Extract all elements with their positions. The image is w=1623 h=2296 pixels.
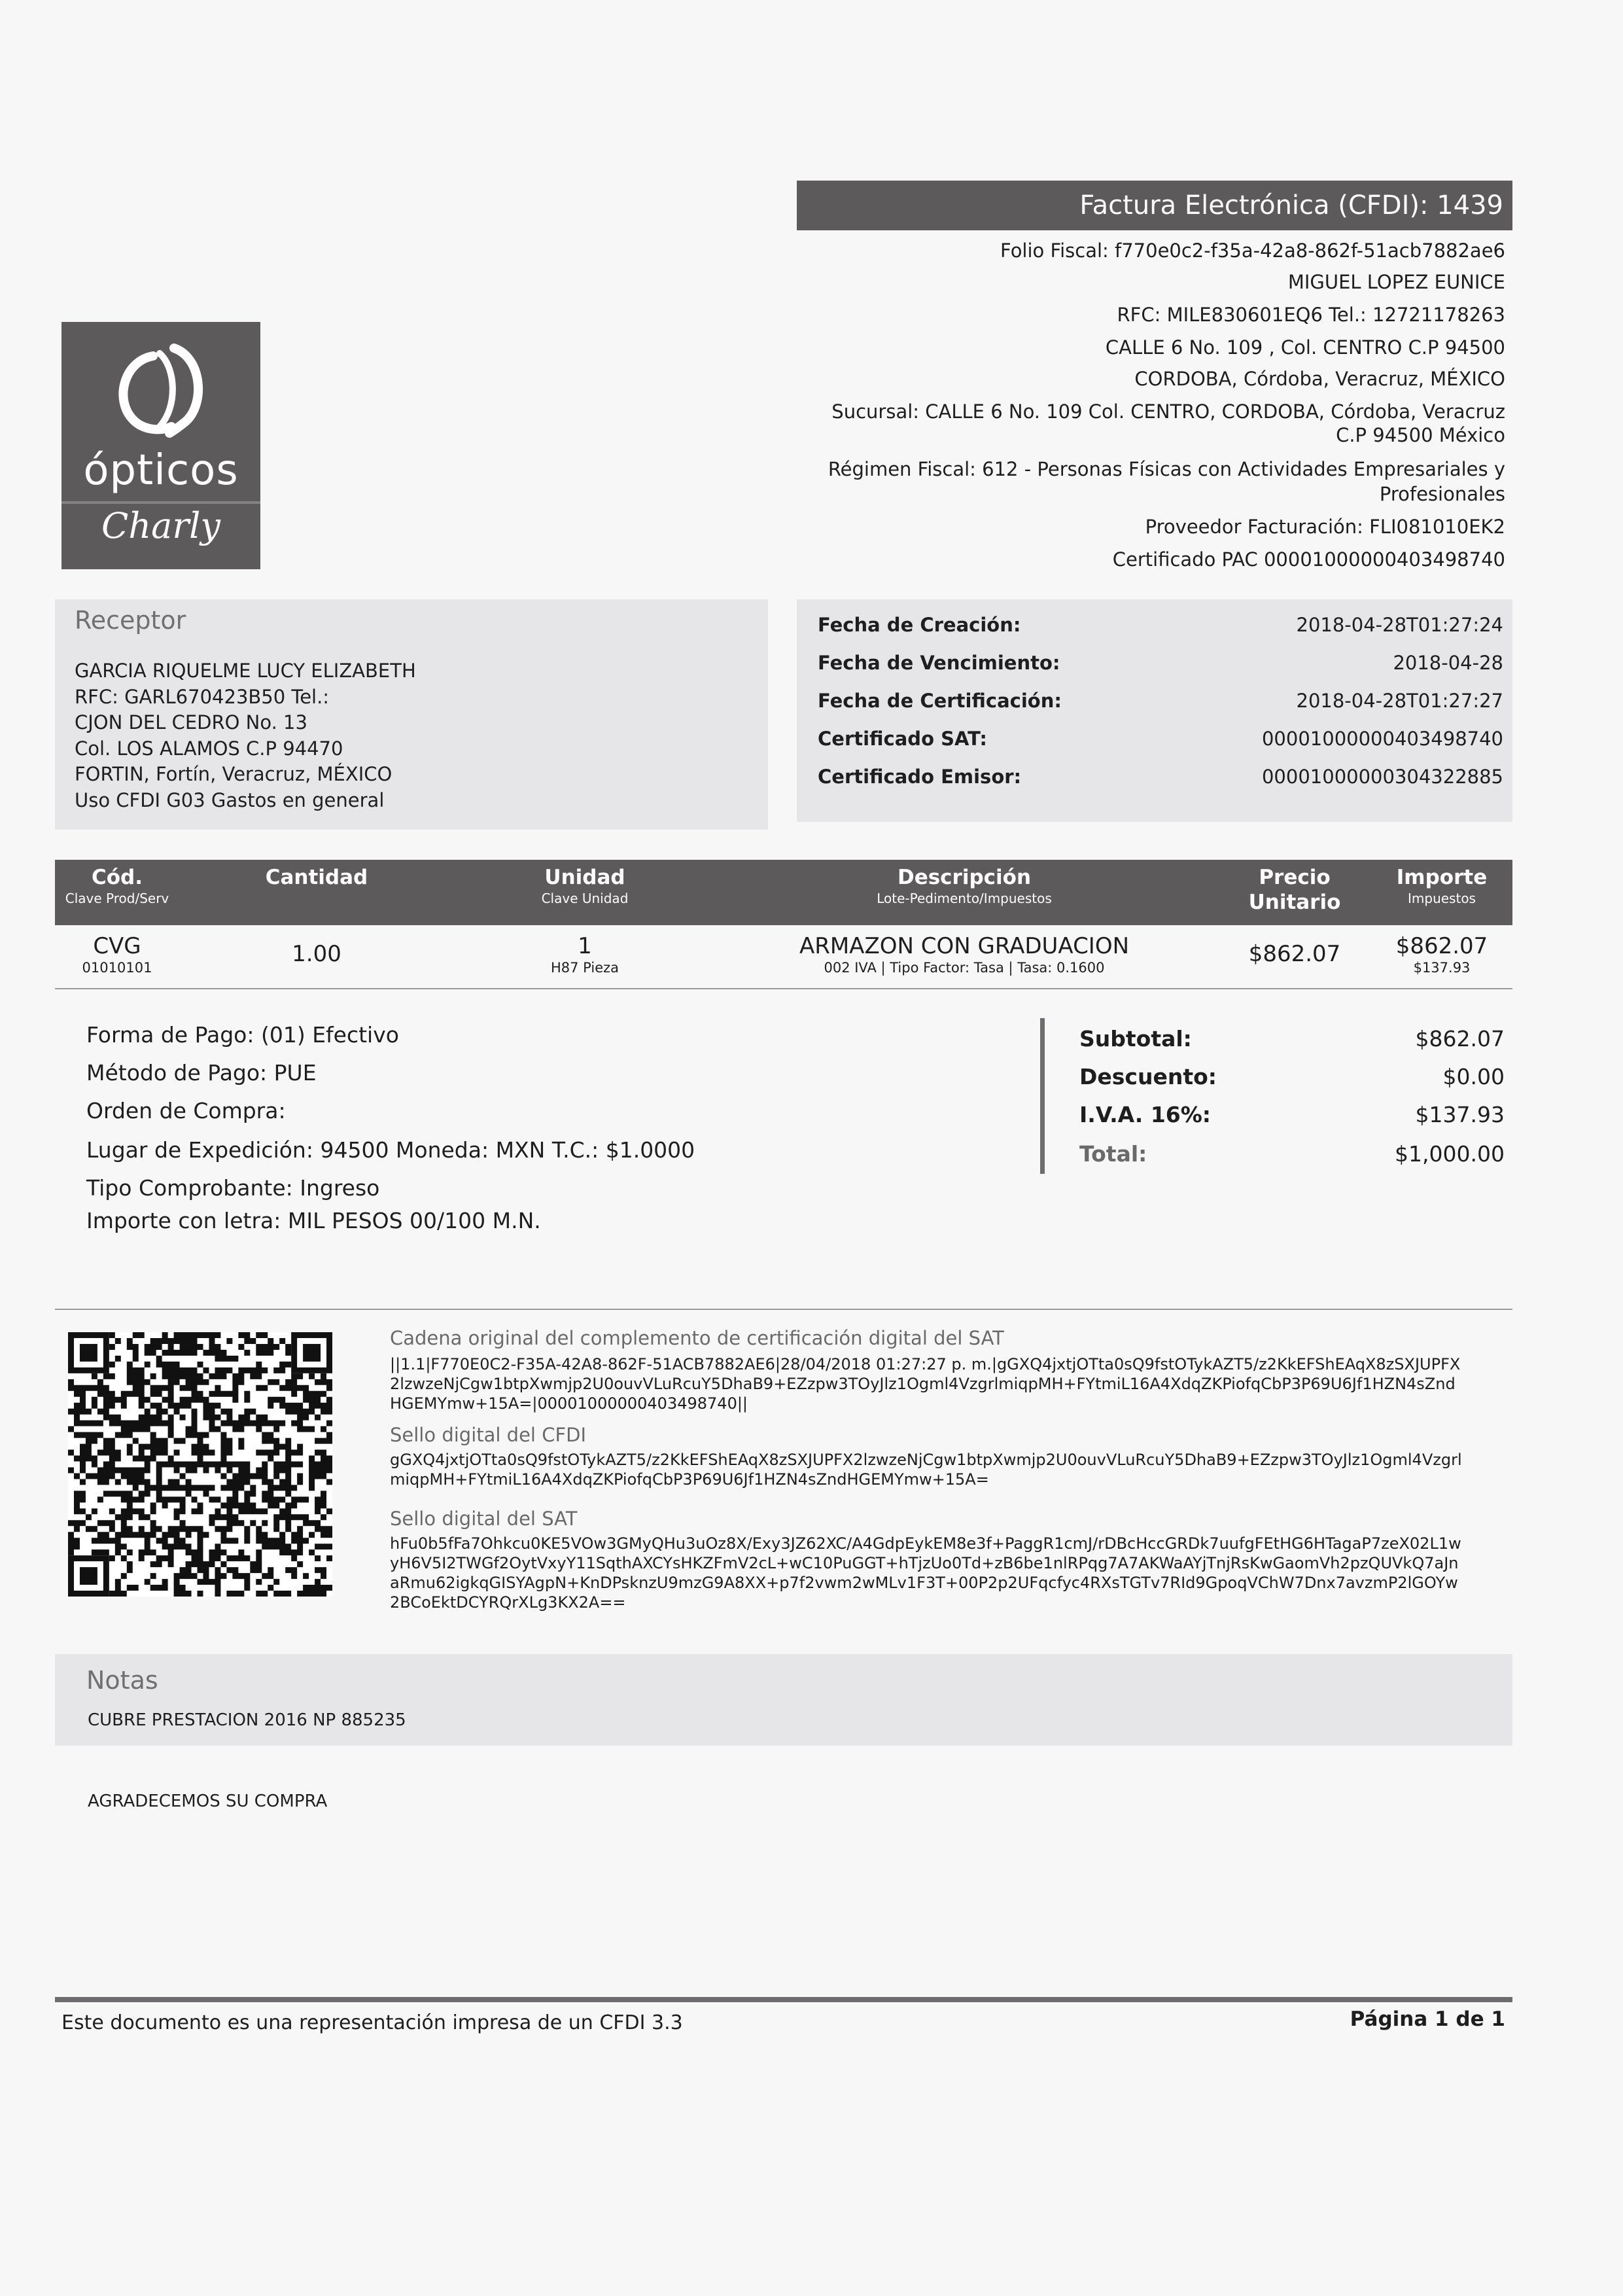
receptor-details [75, 658, 416, 813]
receptor-line: RFC: GARL670423B50 Tel.: [75, 685, 330, 708]
date-label: Certificado SAT: [818, 728, 987, 750]
issuer-sucursal-1: Sucursal: CALLE 6 No. 109 Col. CENTRO, CORDOBA, Córdoba, Veracruz [831, 400, 1505, 423]
cell-importe-value: $862.07 [1395, 933, 1488, 959]
col-unidad [461, 865, 709, 907]
total-label: I.V.A. 16%: [1079, 1102, 1211, 1127]
importe-con-letra: Importe con letra: MIL PESOS 00/100 M.N. [86, 1208, 541, 1233]
date-value: 00001000000304322885 [1261, 766, 1503, 788]
cell-descripcion-sub: 002 IVA | Tipo Factor: Tasa | Tasa: 0.1600 [824, 960, 1105, 976]
qr-code-icon [68, 1332, 332, 1597]
totals-accent-bar [1040, 1018, 1045, 1174]
folio-fiscal: Folio Fiscal: f770e0c2-f35a-42a8-862f-51acb7882ae6 [1000, 239, 1505, 262]
cell-importe [1383, 933, 1501, 976]
date-value: 2018-04-28 [1393, 652, 1503, 674]
forma-de-pago: Forma de Pago: (01) Efectivo [86, 1022, 399, 1048]
issuer-regimen-2: Profesionales [1379, 483, 1505, 505]
col-importe-label: Importe [1396, 866, 1488, 889]
col-descripcion-label: Descripción [897, 866, 1032, 889]
date-label: Fecha de Certificación: [818, 690, 1062, 712]
sello-cfdi-heading: Sello digital del CFDI [390, 1424, 587, 1446]
seals-divider [55, 1309, 1512, 1310]
cell-cod-value: CVG [93, 933, 141, 959]
total-row-iva [1079, 1102, 1505, 1127]
date-value: 2018-04-28T01:27:24 [1296, 614, 1503, 636]
date-row [818, 652, 1503, 674]
receptor-line: Col. LOS ALAMOS C.P 94470 [75, 737, 343, 760]
col-cantidad: Cantidad [265, 866, 368, 889]
date-value: 2018-04-28T01:27:27 [1296, 690, 1503, 712]
col-descripcion [722, 865, 1206, 907]
receptor-line: CJON DEL CEDRO No. 13 [75, 711, 307, 733]
cell-cod-sub: 01010101 [82, 960, 152, 976]
company-logo [61, 322, 260, 569]
logo-subtitle: Charly [101, 505, 220, 546]
date-row [818, 690, 1503, 712]
date-row [818, 614, 1503, 636]
date-label: Fecha de Creación: [818, 614, 1021, 636]
cell-importe-sub: $137.93 [1413, 960, 1471, 976]
date-label: Certificado Emisor: [818, 766, 1022, 788]
sello-cfdi-text: gGXQ4jxtjOTta0sQ9fstOTykAZT5/z2KkEFShEAqX8zSXJUPFX2lzwzeNjCgw1btpXwmjp2U0ouvVLuRcuY5DhaB9+EZzpw3TOyJlz1Ogml4VzgrlmiqpMH+FYtmiL16A4XdqZKPiofqCbP3P69U6Jf1HZN4sZndHGEMYmw+15A= [390, 1451, 1462, 1489]
date-row [818, 766, 1503, 788]
page-number: Página 1 de 1 [1350, 2007, 1505, 2031]
col-precio-label-2: Unitario [1248, 891, 1341, 914]
cadena-original-text: ||1.1|F770E0C2-F35A-42A8-862F-51ACB7882AE6|28/04/2018 01:27:27 p. m.|gGXQ4jxtjOTta0sQ9fstOTykAZT5/z2KkEFShEAqX8zSXJUPFX2lzwzeNjCgw1btpXwmjp2U0ouvVLuRcuY5DhaB9+EZzpw3TOyJlz1Ogml4VzgrlmiqpMH+FYtmiL16A4XdqZKPiofqCbP3P69U6Jf1HZN4sZndHGEMYmw+15A=|00001000000403498740|| [390, 1355, 1461, 1413]
notes-heading: Notas [86, 1666, 158, 1695]
issuer-rfc: RFC: MILE830601EQ6 Tel.: 12721178263 [1117, 304, 1505, 326]
total-row-total [1079, 1141, 1505, 1167]
cell-unidad-value: 1 [578, 933, 592, 959]
invoice-title: Factura Electrónica (CFDI): 1439 [797, 181, 1512, 230]
cell-cantidad: 1.00 [292, 941, 341, 967]
col-unidad-sub: Clave Unidad [541, 891, 629, 906]
tipo-comprobante: Tipo Comprobante: Ingreso [86, 1175, 380, 1201]
issuer-regimen-1: Régimen Fiscal: 612 - Personas Físicas con Actividades Empresariales y [828, 458, 1505, 480]
col-importe [1383, 865, 1501, 907]
logo-mark-icon [61, 322, 260, 446]
cell-unidad [461, 933, 709, 976]
receptor-line: Uso CFDI G03 Gastos en general [75, 788, 385, 811]
cell-precio: $862.07 [1248, 941, 1341, 967]
notes-panel [55, 1654, 1512, 1746]
date-label: Fecha de Vencimiento: [818, 652, 1060, 674]
total-label: Total: [1079, 1141, 1147, 1167]
total-value: $137.93 [1415, 1102, 1505, 1127]
table-divider [55, 988, 1512, 989]
col-unidad-label: Unidad [544, 866, 625, 889]
sello-sat-heading: Sello digital del SAT [390, 1508, 578, 1530]
issuer-name: MIGUEL LOPEZ EUNICE [1287, 271, 1505, 293]
footer-note: Este documento es una representación impresa de un CFDI 3.3 [61, 2011, 683, 2034]
col-precio-label: Precio [1259, 866, 1331, 889]
notes-text: CUBRE PRESTACION 2016 NP 885235 [88, 1710, 406, 1730]
cell-descripcion [722, 933, 1206, 976]
issuer-address-1: CALLE 6 No. 109 , Col. CENTRO C.P 94500 [1105, 336, 1505, 359]
cadena-original-heading: Cadena original del complemento de certificación digital del SAT [390, 1327, 1004, 1349]
receptor-panel [55, 599, 768, 830]
footer-rule [55, 1997, 1512, 2002]
items-table-header [55, 860, 1512, 925]
date-row [818, 728, 1503, 750]
issuer-certificado-pac: Certificado PAC 00001000000403498740 [1112, 548, 1505, 571]
total-value: $862.07 [1415, 1026, 1505, 1051]
orden-de-compra: Orden de Compra: [86, 1098, 286, 1123]
lugar-de-expedicion: Lugar de Expedición: 94500 Moneda: MXN T.C.: $1.0000 [86, 1137, 695, 1163]
col-cod [61, 865, 173, 907]
metodo-de-pago: Método de Pago: PUE [86, 1060, 317, 1086]
cell-unidad-sub: H87 Pieza [550, 960, 620, 976]
cell-cod [61, 933, 173, 976]
table-row [55, 928, 1512, 987]
col-cod-sub: Clave Prod/Serv [65, 891, 169, 906]
issuer-address-2: CORDOBA, Córdoba, Veracruz, MÉXICO [1134, 368, 1505, 390]
total-value: $0.00 [1442, 1064, 1505, 1089]
col-descripcion-sub: Lote-Pedimento/Impuestos [877, 891, 1052, 906]
issuer-proveedor: Proveedor Facturación: FLI081010EK2 [1145, 516, 1505, 538]
col-cod-label: Cód. [91, 866, 143, 889]
cell-descripcion-value: ARMAZON CON GRADUACION [799, 933, 1130, 959]
receptor-heading: Receptor [75, 606, 186, 635]
total-label: Descuento: [1079, 1064, 1217, 1089]
receptor-line: FORTIN, Fortín, Veracruz, MÉXICO [75, 763, 393, 785]
issuer-sucursal-2: C.P 94500 México [1336, 424, 1505, 446]
thanks-text: AGRADECEMOS SU COMPRA [88, 1792, 328, 1811]
total-value: $1,000.00 [1395, 1141, 1505, 1167]
dates-panel [797, 599, 1512, 822]
col-precio [1239, 865, 1350, 915]
date-value: 00001000000403498740 [1261, 728, 1503, 750]
col-importe-sub: Impuestos [1408, 891, 1476, 906]
logo-wordmark: ópticos [83, 446, 239, 495]
total-label: Subtotal: [1079, 1026, 1192, 1051]
sello-sat-text: hFu0b5fFa7Ohkcu0KE5VOw3GMyQHu3uOz8X/Exy3JZ62XC/A4GdpEykEM8e3f+PaggR1cmJ/rDBcHccGRDk7uufgFEtHG6HTagaP7zeX02L1wyH6V5I2TWGf2OytVxyY11SqthAXCYsHKZFmV2cL+wC10PuGGT+hTjzUo0Td+zB6be1nlRPqg7A7AKWaAYjTnjRsKwGaomVh2pzQUVkQ7aJnaRmu62igkqGISYAgpN+KnDPsknzU9mzG9A8XX+p7f2vwm2wMLv1F3T+00P2p2UFqcfyc4RXsTGTv7RId9GpoqVChW7Dnx7avzmP2lGOYw2BCoEktDCYRQrXLg3KX2A== [390, 1534, 1461, 1612]
receptor-line: GARCIA RIQUELME LUCY ELIZABETH [75, 660, 416, 682]
total-row-subtotal [1079, 1026, 1505, 1051]
total-row-descuento [1079, 1064, 1505, 1089]
